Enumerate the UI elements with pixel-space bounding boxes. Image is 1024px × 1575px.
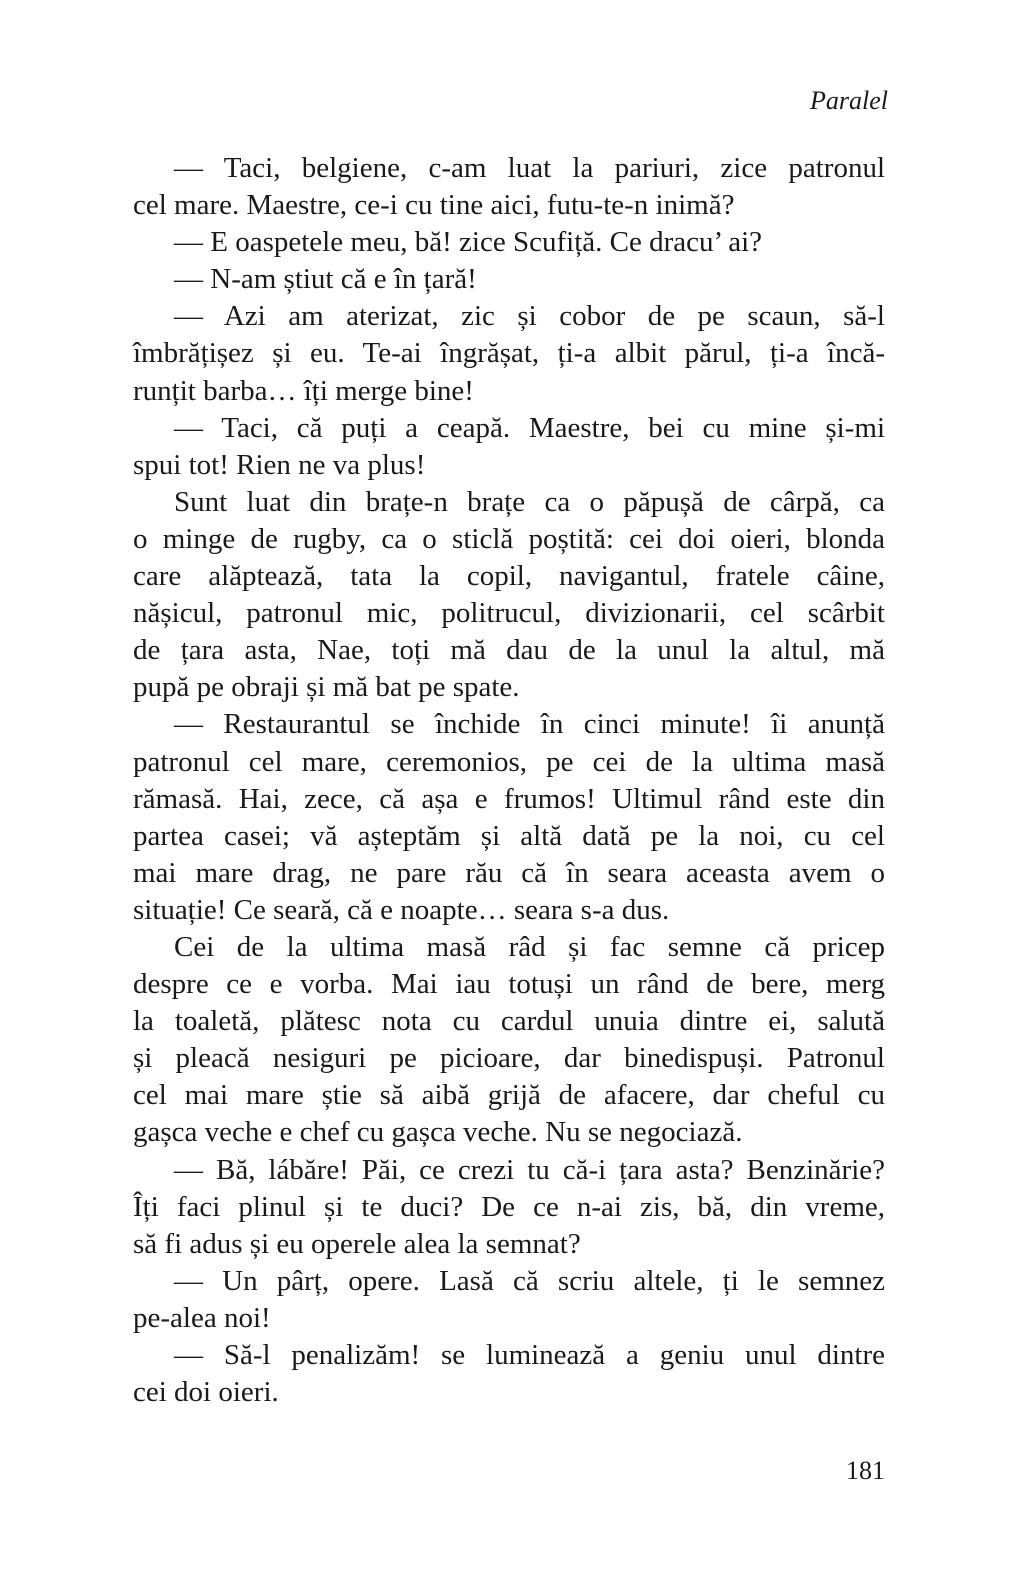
- text-line: gașca veche e chef cu gașca veche. Nu se negociază.: [133, 1116, 743, 1149]
- text-line: care alăptează, tata la copil, navigantul, fratele câine,: [133, 560, 885, 593]
- text-line: patronul cel mare, ceremonios, pe cei de la ultima masă: [133, 745, 885, 778]
- text-line: — Azi am aterizat, zic și cobor de pe scaun, să-l: [174, 300, 885, 333]
- text-line: — Bă, lábăre! Păi, ce crezi tu că-i țara asta? Benzinărie?: [174, 1153, 885, 1186]
- text-line: mai mare drag, ne pare rău că în seara aceasta avem o: [133, 856, 885, 889]
- text-line: cei doi oieri.: [133, 1376, 279, 1409]
- text-line: Îți faci plinul și te duci? De ce n-ai zis, bă, din vreme,: [133, 1190, 885, 1223]
- body-text: [133, 150, 885, 1411]
- text-line: pe-alea noi!: [133, 1301, 271, 1334]
- text-line: despre ce e vorba. Mai iau totuși un rând de bere, merg: [133, 968, 885, 1001]
- text-line: cel mai mare știe să aibă grijă de afacere, dar cheful cu: [133, 1079, 885, 1112]
- text-line: la toaletă, plătesc nota cu cardul unuia dintre ei, salută: [133, 1005, 885, 1038]
- text-line: — Să-l penalizăm! se luminează a geniu unul dintre: [174, 1339, 885, 1371]
- text-line: să fi adus și eu operele alea la semnat?: [133, 1227, 581, 1260]
- text-line: partea casei; vă așteptăm și altă dată pe la noi, cu cel: [133, 819, 885, 852]
- text-line: nășicul, patronul mic, politrucul, divizionarii, cel scârbit: [133, 597, 885, 630]
- text-line: îmbrățișez și eu. Te-ai îngrășat, ți-a albit părul, ți-a încă-: [133, 337, 885, 370]
- text-line: spui tot! Rien ne va plus!: [133, 448, 426, 481]
- text-line: — Restaurantul se închide în cinci minute! îi anunță: [174, 708, 885, 741]
- text-line: — Un pârț, opere. Lasă că scriu altele, ți le semnez: [174, 1264, 885, 1297]
- text-line: — E oaspetele meu, bă! zice Scufiță. Ce dracu’ ai?: [174, 226, 763, 259]
- running-head-title: Paralel: [810, 86, 888, 115]
- text-line: — Taci, belgiene, c-am luat la pariuri, zice patronul: [174, 152, 885, 184]
- text-line: de țara asta, Nae, toți mă dau de la unul la altul, mă: [133, 634, 885, 667]
- text-line: situație! Ce seară, că e noapte… seara s-a dus.: [133, 893, 670, 926]
- text-line: runțit barba… îți merge bine!: [133, 374, 474, 407]
- text-line: rămasă. Hai, zece, că așa e frumos! Ultimul rând este din: [133, 782, 885, 815]
- text-line: Sunt luat din brațe-n brațe ca o păpușă de cârpă, ca: [174, 485, 885, 518]
- page-number: 181: [846, 1456, 885, 1485]
- text-line: și pleacă nesiguri pe picioare, dar binedispuși. Patronul: [133, 1042, 885, 1075]
- text-line: — Taci, că puți a ceapă. Maestre, bei cu mine și-mi: [174, 411, 885, 444]
- text-line: Cei de la ultima masă râd și fac semne că pricep: [174, 930, 885, 963]
- text-line: o minge de rugby, ca o sticlă poștită: cei doi oieri, blonda: [133, 522, 885, 555]
- text-line: pupă pe obraji și mă bat pe spate.: [133, 671, 520, 704]
- text-line: — N-am știut că e în țară!: [174, 263, 477, 296]
- text-line: cel mare. Maestre, ce-i cu tine aici, futu-te-n inimă?: [133, 189, 735, 222]
